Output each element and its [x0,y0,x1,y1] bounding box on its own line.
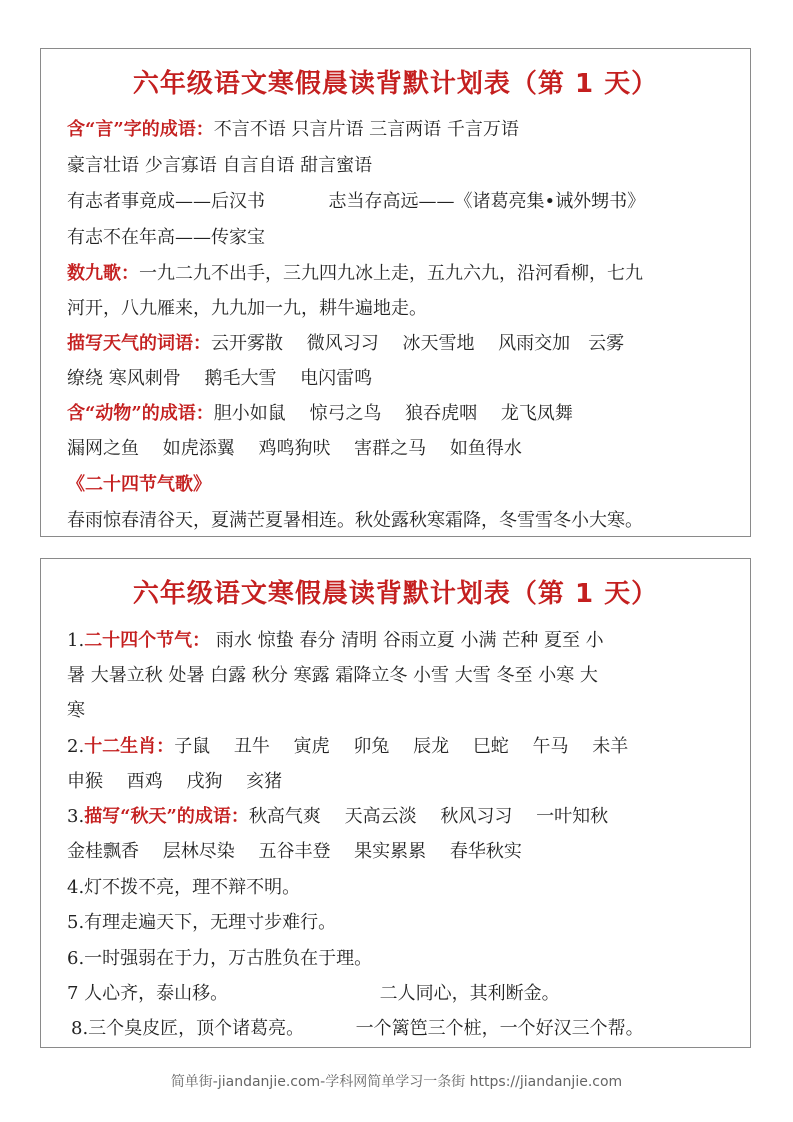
card-title: 六年级语文寒假晨读背默计划表（第 1 天） [132,579,659,609]
text-line [67,190,645,214]
text-line [67,118,519,142]
line-text: 申猴 酉鸡 戌狗 亥猪 [67,771,283,792]
section-label: 十二生肖： [84,736,175,757]
text-line [67,805,608,829]
line-text: 漏网之鱼 如虎添翼 鸡鸣狗吠 害群之马 如鱼得水 [67,438,522,459]
line-text: 寒 [67,700,85,721]
text-line [71,1017,644,1041]
text-line [67,735,628,759]
plan-card-1 [40,48,751,537]
line-text: 河开，八九雁来，九九加一九，耕牛遍地走。 [67,298,427,319]
text-line [67,629,604,653]
plan-card-2 [40,558,751,1048]
section-label: 含“言”字的成语： [67,119,214,140]
item-number: 1. [67,630,85,651]
text-line [67,982,560,1006]
line-text: 一个篱笆三个桩，一个好汉三个帮。 [355,1018,644,1039]
line-text: 金桂飘香 层林尽染 五谷丰登 果实累累 春华秋实 [67,841,522,862]
line-text: 4.灯不拨不亮，理不辩不明。 [67,877,301,898]
section-label: 《二十四节气歌》 [67,474,211,495]
section-label: 数九歌： [67,263,139,284]
text-line [67,262,643,286]
line-text: 子鼠 丑牛 寅虎 卯兔 辰龙 巳蛇 午马 未羊 [174,736,629,757]
text-line [67,402,573,426]
line-text: 7 人心齐，泰山移。 [67,983,229,1004]
line-text: 豪言壮语 少言寡语 自言自语 甜言蜜语 [67,155,373,176]
line-text: 雨水 惊蛰 春分 清明 谷雨立夏 小满 芒种 夏至 小 [210,630,604,651]
line-text: 云开雾散 微风习习 冰天雪地 风雨交加 云雾 [211,333,625,354]
line-text: 不言不语 只言片语 三言两语 千言万语 [213,119,519,140]
section-label: 描写“秋天”的成语： [84,806,249,827]
line-text: 有志者事竟成——后汉书 [67,191,265,212]
item-number: 2. [67,736,85,757]
line-text: 春雨惊春清谷天，夏满芒夏暑相连。秋处露秋寒霜降，冬雪雪冬小大寒。 [67,510,643,531]
line-text: 志当存高远——《诸葛亮集•诫外甥书》 [328,191,646,212]
line-text: 秋高气爽 天高云淡 秋风习习 一叶知秋 [248,806,609,827]
item-number: 3. [67,806,85,827]
line-text: 8.三个臭皮匠，顶个诸葛亮。 [71,1018,305,1039]
footer-watermark: 简单街-jiandanjie.com-学科网简单学习一条街 https://jiandanjie.com [170,1074,623,1090]
card-title: 六年级语文寒假晨读背默计划表（第 1 天） [132,69,659,99]
section-label: 二十四个节气： [84,630,211,651]
section-label: 描写天气的词语： [67,333,211,354]
line-text: 胆小如鼠 惊弓之鸟 狼吞虎咽 龙飞凤舞 [213,403,573,424]
section-label: 含“动物”的成语： [67,403,214,424]
line-text: 6.一时强弱在于力，万古胜负在于理。 [67,948,373,969]
line-text: 暑 大暑立秋 处暑 白露 秋分 寒露 霜降立冬 小雪 大雪 冬至 小寒 大 [67,665,598,686]
line-text: 二人同心，其利断金。 [379,983,560,1004]
text-line [67,332,624,356]
line-text: 一九二九不出手，三九四九冰上走，五九六九，沿河看柳，七九 [139,263,643,284]
line-text: 有志不在年高——传家宝 [67,227,265,248]
line-text: 5.有理走遍天下，无理寸步难行。 [67,912,337,933]
line-text: 缭绕 寒风刺骨 鹅毛大雪 电闪雷鸣 [67,368,373,389]
